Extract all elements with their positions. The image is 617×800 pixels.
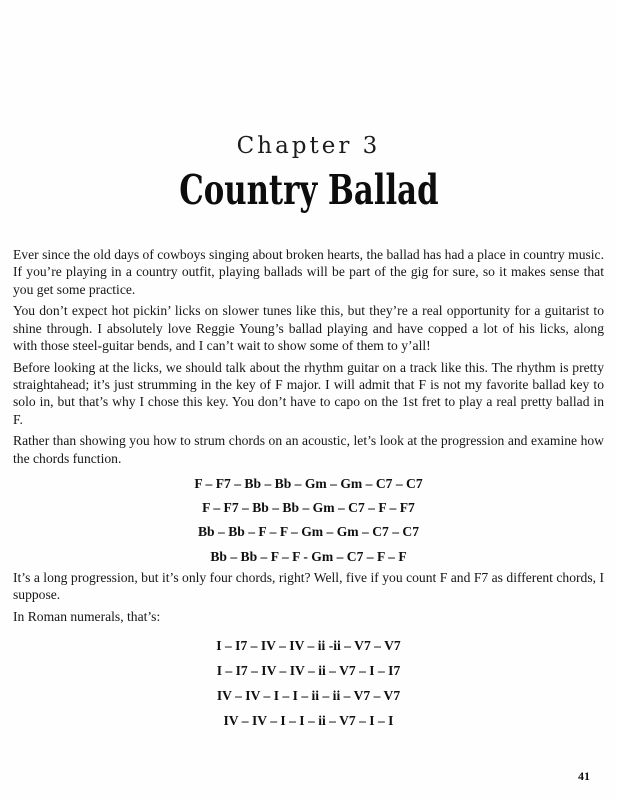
body-text-closing [13, 569, 604, 625]
paragraph-licks: You don’t expect hot pickin’ licks on slower tunes like this, but they’re a real opportunity for a guitarist to shine through. I absolutely love Reggie Young’s ballad playing and have copped a lot of his licks, along with those steel-guitar bends, and I can’t wait to show some of them to y’all! [13, 303, 604, 353]
chapter-label: Chapter 3 [236, 133, 381, 159]
roman-numeral-line: IV – IV – I – I – ii – ii – V7 – V7 [216, 687, 401, 703]
paragraph-rhythm: Before looking at the licks, we should talk about the rhythm guitar on a track like this. The rhythm is pretty straightahead; it’s just strumming in the key of F major. I will admit that F is not my favorite ballad key to solo in, but that’s why I chose this key. You don’t have to capo on the 1st fret to play a real pretty ballad in F. [13, 359, 604, 427]
chord-line: Bb – Bb – F – F - Gm – C7 – F – F [210, 548, 407, 564]
paragraph-long-progression: It’s a long progression, but it’s only four chords, right? Well, five if you count F and F7 as different chords, I suppose. [13, 570, 604, 603]
paragraph-roman-intro: In Roman numerals, that’s: [13, 609, 161, 625]
roman-numeral-line: I – I7 – IV – IV – ii – V7 – I – I7 [216, 662, 401, 678]
page-number: 41 [578, 769, 590, 783]
roman-numeral-block [13, 633, 604, 733]
chord-line: F – F7 – Bb – Bb – Gm – C7 – F – F7 [202, 499, 415, 515]
roman-numeral-line: I – I7 – IV – IV – ii -ii – V7 – V7 [216, 637, 401, 653]
chapter-title [13, 168, 604, 212]
paragraph-intro: Ever since the old days of cowboys singing about broken hearts, the ballad has had a place in country music. If you’re playing in a country outfit, playing ballads will be part of the gig for sure, so it makes sense that you get some practice. [13, 247, 604, 297]
chord-progression-block [13, 472, 604, 570]
page-content [0, 132, 617, 733]
paragraph-progression-intro: Rather than showing you how to strum chords on an acoustic, let’s look at the progression and examine how the chords function. [13, 433, 604, 466]
chapter-title-text: Country Ballad [178, 166, 439, 214]
roman-numeral-line: IV – IV – I – I – ii – V7 – I – I [223, 712, 394, 728]
chord-line: F – F7 – Bb – Bb – Gm – Gm – C7 – C7 [194, 475, 423, 491]
chord-line: Bb – Bb – F – F – Gm – Gm – C7 – C7 [197, 524, 420, 540]
body-text [13, 246, 604, 467]
